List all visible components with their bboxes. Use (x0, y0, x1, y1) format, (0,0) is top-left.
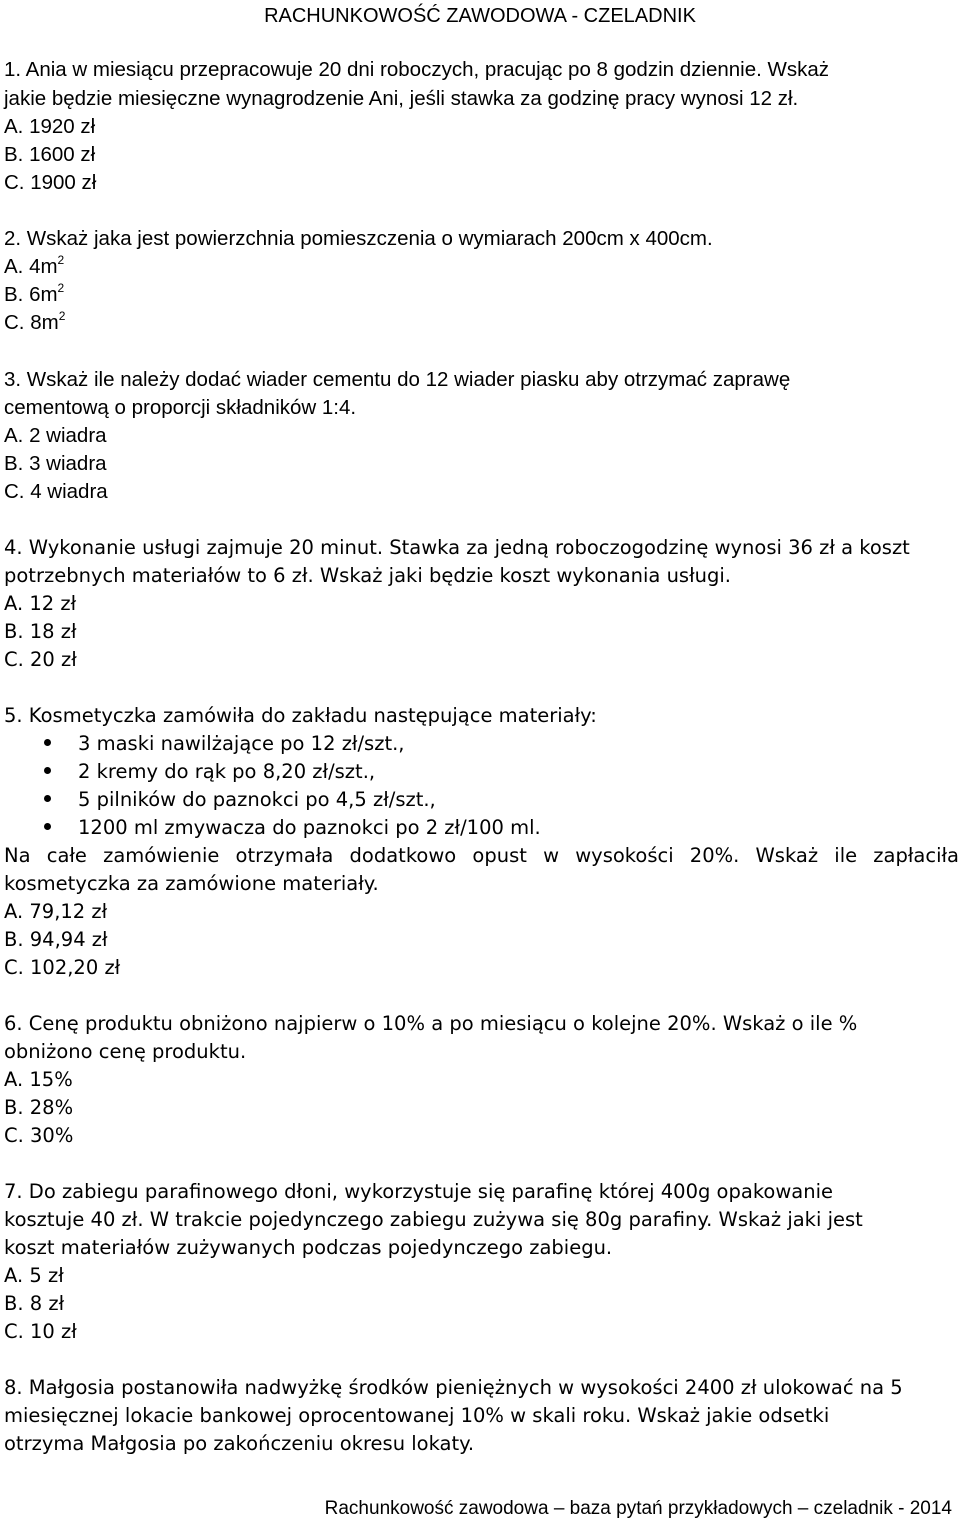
q2-option-b: B. $6m^2$ (4, 281, 65, 306)
q2-text-line1: 2. Wskaż jaka jest powierzchnia pomieszczenia o wymiarach 200cm x 400cm. (4, 227, 713, 250)
q8-text-line2: miesięcznej lokacie bankowej oprocentowanej 10% w skali roku. Wskaż jakie odsetki (4, 1404, 830, 1427)
q3-option-b: B. 3 wiadra (4, 452, 107, 475)
q6-option-b: B. 28% (4, 1096, 74, 1119)
q2-option-a: A. $4m^2$ (4, 253, 65, 278)
bullet-icon (44, 767, 51, 774)
q7-text-line1: 7. Do zabiegu parafinowego dłoni, wykorzystuje się parafinę której 400g opakowanie (4, 1180, 834, 1203)
q7-text-line2: kosztuje 40 zł. W trakcie pojedynczego zabiegu zużywa się 80g parafiny. Wskaż jaki jest (4, 1208, 863, 1231)
q5-option-c: C. 102,20 zł (4, 956, 121, 979)
q5-text-line2: Na całe zamówienie otrzymała dodatkowo opust w wysokości 20%. Wskaż ile zapłaciła (4, 844, 959, 867)
q1-text-line1: 1. Ania w miesiącu przepracowuje 20 dni roboczych, pracując po 8 godzin dziennie. Wskaż (4, 58, 829, 81)
q2-option-c: C. $8m^2$ (4, 309, 66, 334)
page-header: RACHUNKOWOŚĆ ZAWODOWA - CZELADNIK (264, 5, 696, 27)
q3-option-c: C. 4 wiadra (4, 480, 108, 503)
q5-option-a: A. 79,12 zł (4, 900, 108, 923)
q8-text-line3: otrzyma Małgosia po zakończeniu okresu lokaty. (4, 1432, 475, 1455)
q7-option-b: B. 8 zł (4, 1292, 65, 1315)
q1-option-b: B. 1600 zł (4, 143, 96, 166)
q5-bullet-item: 2 kremy do rąk po 8,20 zł/szt., (44, 758, 375, 786)
q5-option-b: B. 94,94 zł (4, 928, 108, 951)
q4-text-line1: 4. Wykonanie usługi zajmuje 20 minut. Stawka za jedną roboczogodzinę wynosi 36 zł a koszt (4, 536, 910, 559)
q3-text-line1: 3. Wskaż ile należy dodać wiader cementu do 12 wiader piasku aby otrzymać zaprawę (4, 368, 791, 391)
q5-bullet-item: 3 maski nawilżające po 12 zł/szt., (44, 730, 404, 758)
q5-text-line1: 5. Kosmetyczka zamówiła do zakładu następujące materiały: (4, 704, 597, 727)
q4-option-c: C. 20 zł (4, 648, 77, 671)
q4-option-b: B. 18 zł (4, 620, 77, 643)
q7-text-line3: koszt materiałów zużywanych podczas pojedynczego zabiegu. (4, 1236, 613, 1259)
q5-bullet-item: 1200 ml zmywacza do paznokci po 2 zł/100 ml. (44, 814, 541, 842)
bullet-icon (44, 739, 51, 746)
q5-bullet-item: 5 pilników do paznokci po 4,5 zł/szt., (44, 786, 436, 814)
q7-option-a: A. 5 zł (4, 1264, 64, 1287)
bullet-icon (44, 823, 51, 830)
q8-text-line1: 8. Małgosia postanowiła nadwyżkę środków pieniężnych w wysokości 2400 zł ulokować na 5 (4, 1376, 903, 1399)
q5-text-line3: kosmetyczka za zamówione materiały. (4, 872, 379, 895)
bullet-icon (44, 795, 51, 802)
q7-option-c: C. 10 zł (4, 1320, 77, 1343)
q6-text-line2: obniżono cenę produktu. (4, 1040, 247, 1063)
q1-text-line2: jakie będzie miesięczne wynagrodzenie Ani, jeśli stawka za godzinę pracy wynosi 12 zł. (4, 87, 799, 110)
q3-option-a: A. 2 wiadra (4, 424, 107, 447)
q6-option-c: C. 30% (4, 1124, 74, 1147)
q6-text-line1: 6. Cenę produktu obniżono najpierw o 10% a po miesiącu o kolejne 20%. Wskaż o ile % (4, 1012, 858, 1035)
q4-option-a: A. 12 zł (4, 592, 77, 615)
q4-text-line2: potrzebnych materiałów to 6 zł. Wskaż jaki będzie koszt wykonania usługi. (4, 564, 731, 587)
q3-text-line2: cementową o proporcji składników 1:4. (4, 396, 357, 419)
q6-option-a: A. 15% (4, 1068, 73, 1091)
page-footer: Rachunkowość zawodowa – baza pytań przykładowych – czeladnik - 2014 (324, 1498, 952, 1519)
q1-option-a: A. 1920 zł (4, 115, 96, 138)
q1-option-c: C. 1900 zł (4, 171, 97, 194)
